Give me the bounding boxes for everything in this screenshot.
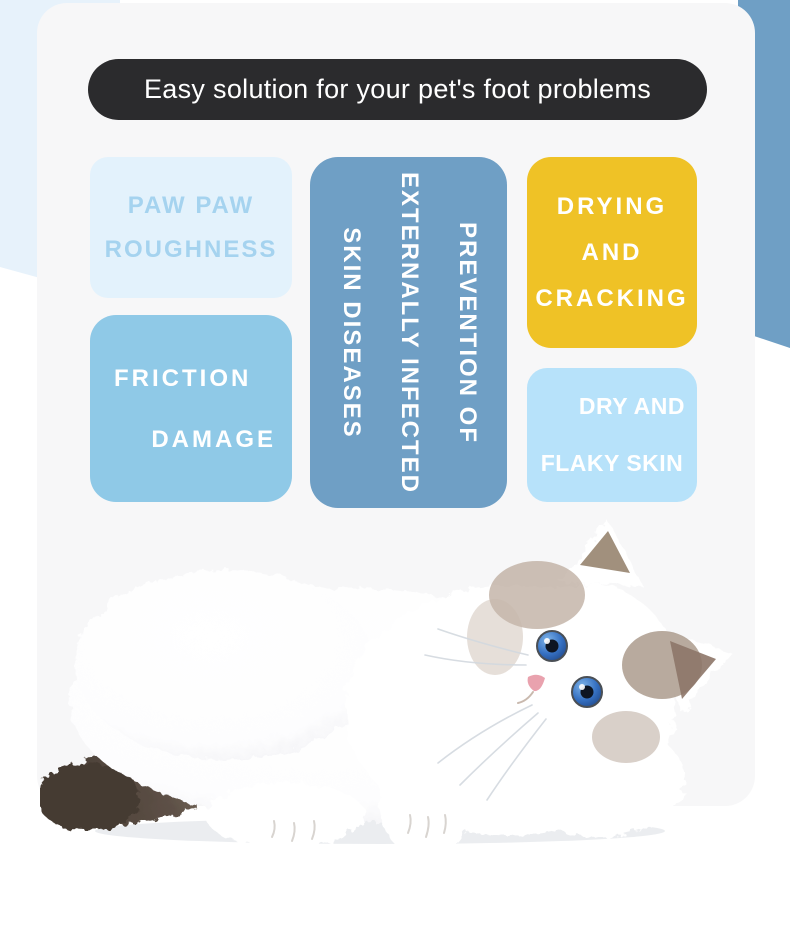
- card-drying-cracking-line1: DRYING: [556, 192, 668, 220]
- card-prevention-rotated-text: [322, 165, 496, 501]
- card-paw-roughness-line2: ROUGHNESS: [104, 235, 278, 263]
- card-dry-flaky-skin-line1: DRY AND: [578, 393, 685, 419]
- card-prevention-line3: SKIN DISEASES: [337, 226, 365, 439]
- card-prevention-skin-diseases: [310, 157, 507, 508]
- card-friction-damage: [90, 315, 292, 502]
- card-drying-cracking-line2: AND: [581, 238, 643, 266]
- card-paw-roughness: [90, 157, 292, 298]
- card-friction-damage-line2: DAMAGE: [151, 425, 276, 453]
- card-drying-cracking-line3: CRACKING: [535, 284, 689, 312]
- cat-photo-illustration: [40, 515, 760, 855]
- card-friction-damage-line1: FRICTION: [114, 364, 252, 392]
- card-dry-flaky-skin-line2: FLAKY SKIN: [540, 450, 684, 476]
- card-prevention-line2: EXTERNALLY INFECTED: [395, 171, 423, 494]
- header-title: Easy solution for your pet's foot problems: [144, 74, 651, 104]
- header-banner: [88, 59, 707, 120]
- card-paw-roughness-line1: PAW PAW: [127, 191, 255, 219]
- card-dry-flaky-skin: [527, 368, 697, 502]
- card-drying-cracking: [527, 157, 697, 348]
- card-prevention-line1: PREVENTION OF: [453, 221, 481, 444]
